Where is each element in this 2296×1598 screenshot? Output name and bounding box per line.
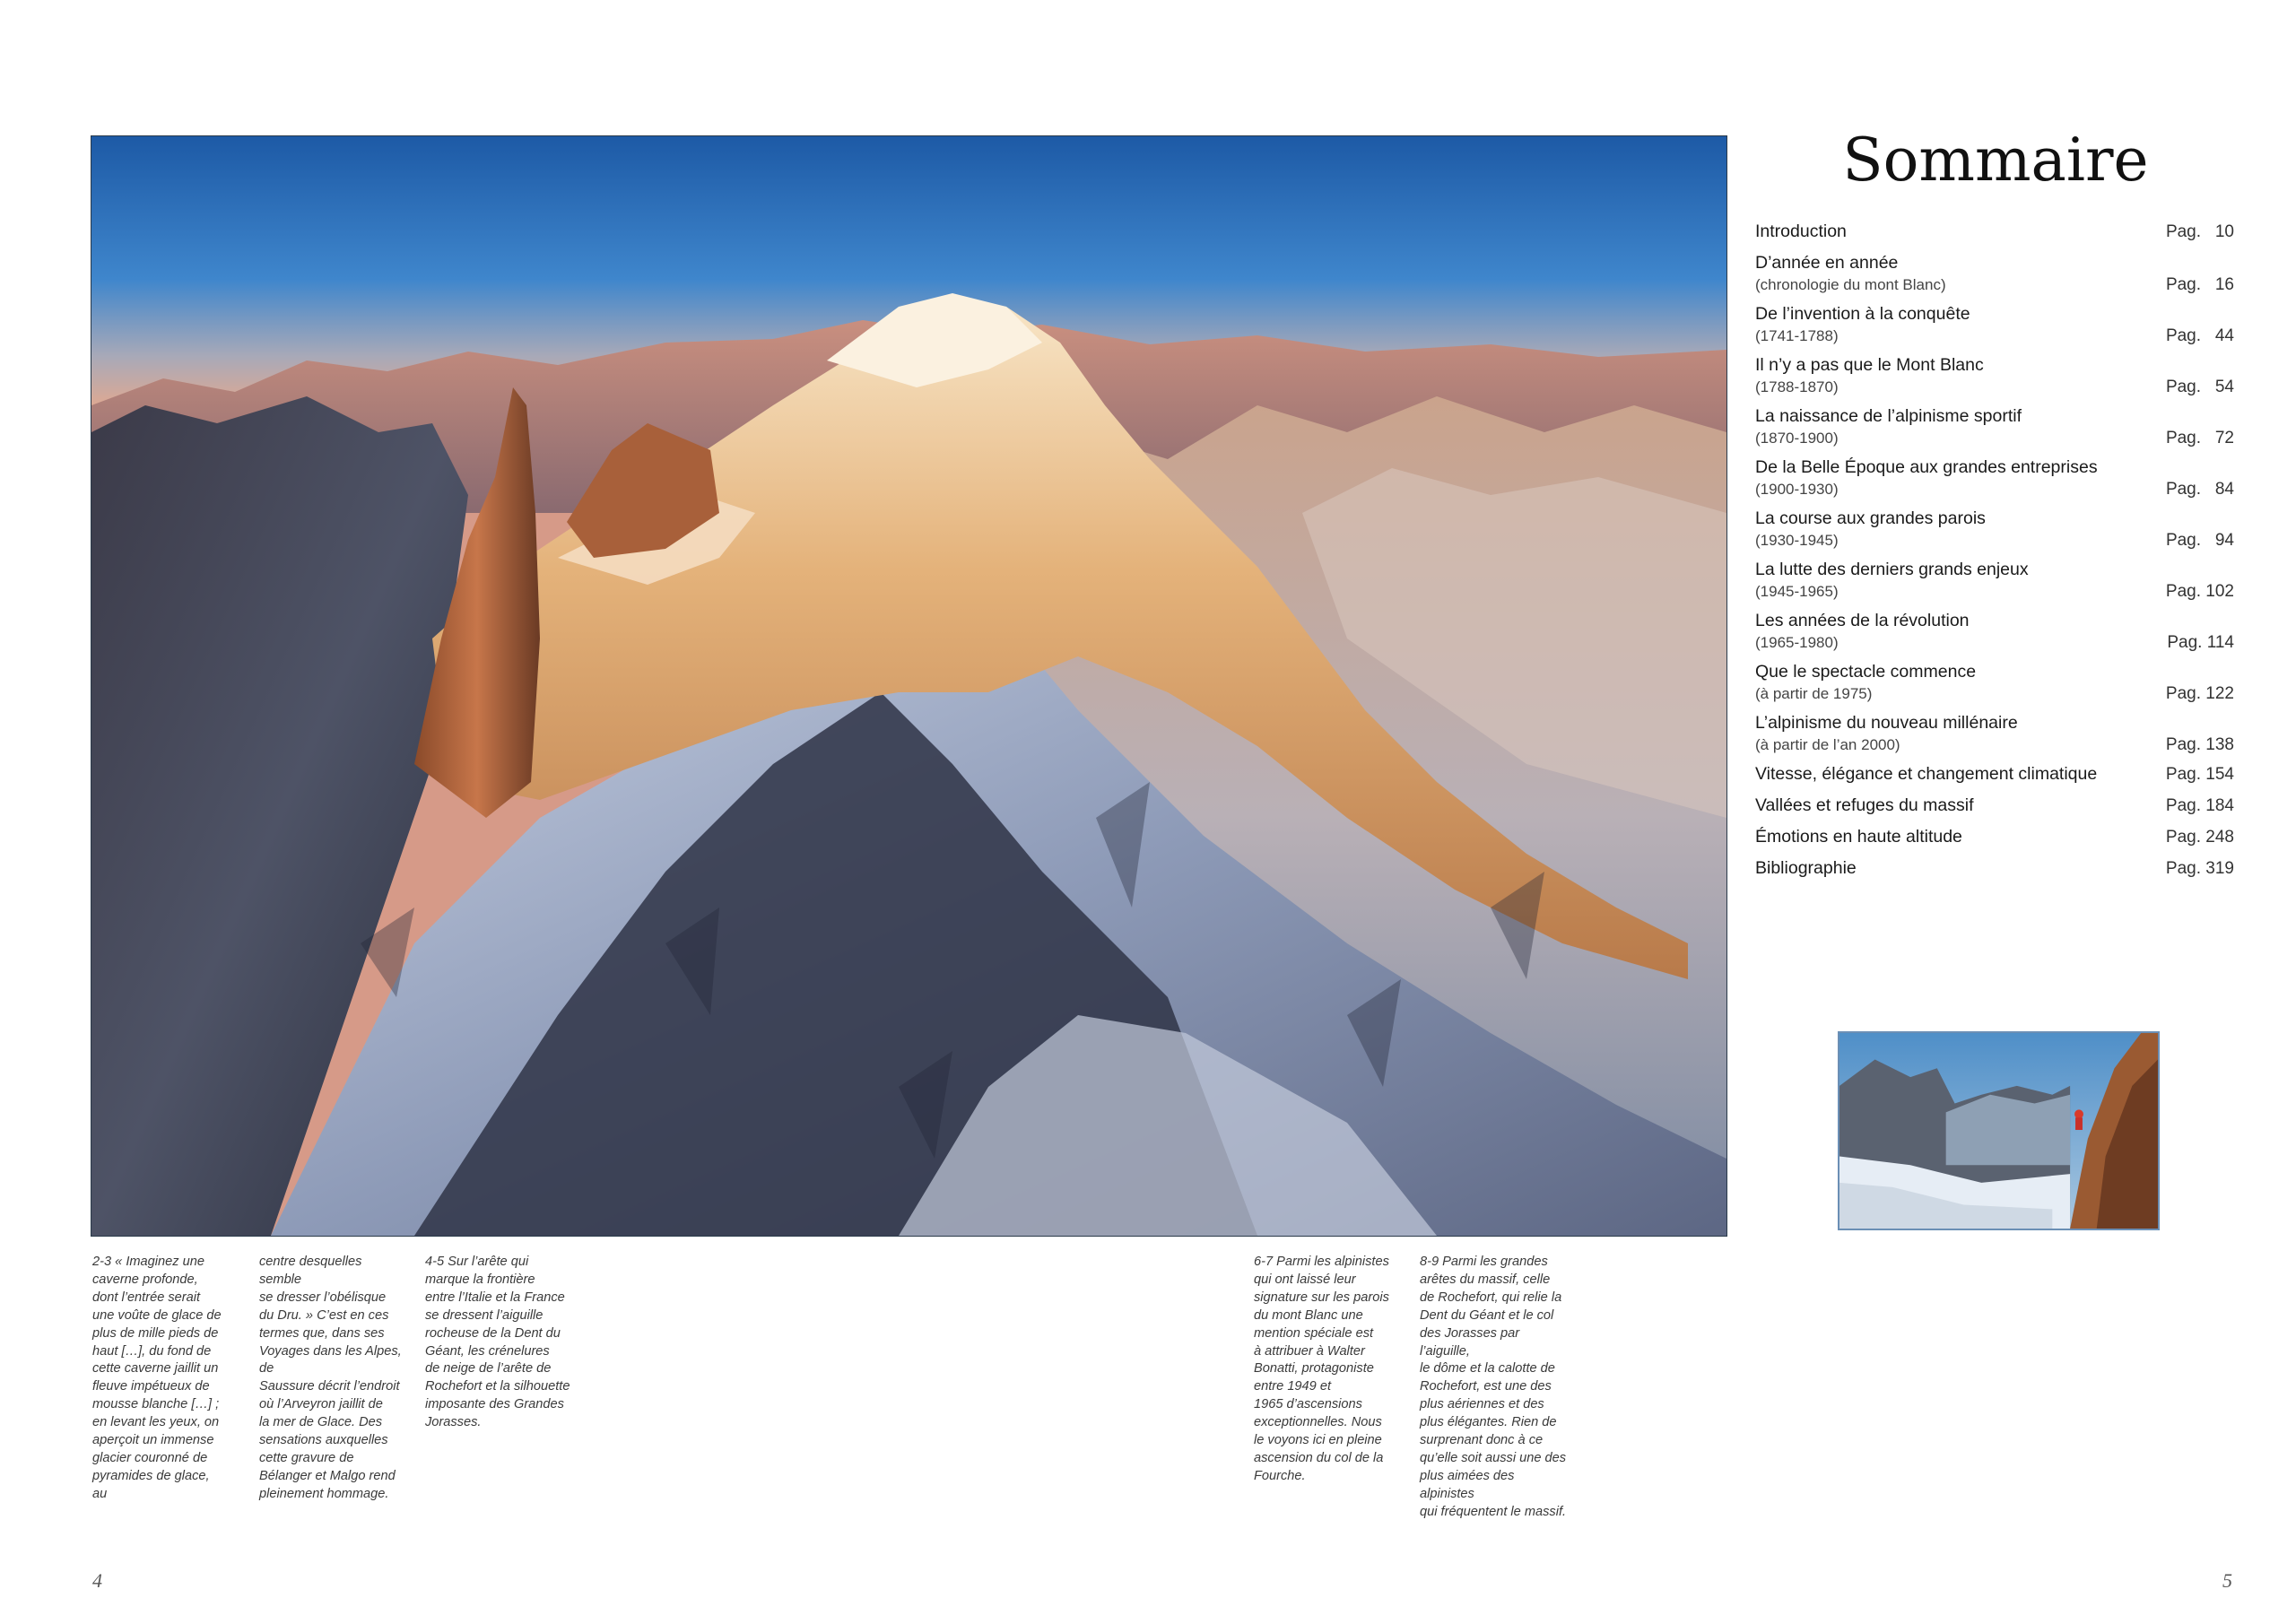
toc-entry-text <box>1755 712 2018 756</box>
caption-6-7 <box>1254 1254 1397 1486</box>
toc-entry-dates: (1965-1980) <box>1755 634 1839 651</box>
toc-entry-page: Pag. 184 <box>2165 796 2234 815</box>
toc-entry-page: Pag. 72 <box>2165 429 2234 447</box>
caption-line: imposante des Grandes <box>425 1397 564 1412</box>
caption-line: dont l’entrée serait <box>92 1290 201 1305</box>
caption-line: Dent du Géant et le col <box>1420 1307 1554 1323</box>
caption-line: Bonatti, protagoniste <box>1254 1361 1374 1377</box>
caption-line: de neige de l’arête de <box>425 1361 552 1377</box>
caption-line: exceptionnelles. Nous <box>1254 1415 1382 1430</box>
caption-line: ascension du col de la <box>1254 1450 1384 1465</box>
toc-entry-page: Pag. 10 <box>2165 222 2234 241</box>
caption-line: entre 1949 et <box>1254 1379 1332 1394</box>
caption-line: Jorasses. <box>425 1415 482 1430</box>
toc-entry-text <box>1755 405 2022 449</box>
caption-line: arêtes du massif, celle <box>1420 1272 1551 1287</box>
caption-line: plus aimées des alpinistes <box>1420 1468 1515 1501</box>
toc-entry-text <box>1755 303 1970 347</box>
toc-entry <box>1755 456 2234 500</box>
caption-line: en levant les yeux, on <box>92 1415 220 1430</box>
toc-entry-label: La lutte des derniers grands enjeux <box>1755 560 2029 579</box>
caption-number: 2-3 <box>92 1255 112 1269</box>
caption-line: sensations auxquelles <box>259 1433 388 1448</box>
toc-entry-page: Pag. 84 <box>2165 480 2234 499</box>
toc-entry-text <box>1755 559 2029 603</box>
caption-line: plus de mille pieds de <box>92 1325 219 1341</box>
caption-line: Bélanger et Malgo rend <box>259 1468 396 1483</box>
toc-entry <box>1755 559 2234 603</box>
caption-line: surprenant donc à ce <box>1420 1433 1544 1448</box>
caption-2-3-col-b <box>259 1254 403 1504</box>
toc-entry <box>1755 221 2234 243</box>
toc-entry-text <box>1755 795 1974 817</box>
climber-photo <box>1838 1031 2160 1230</box>
toc-title: Sommaire <box>1842 126 2149 195</box>
toc-entry-dates: (1945-1965) <box>1755 583 1839 600</box>
toc-entry-label: Bibliographie <box>1755 858 1857 878</box>
caption-line: haut […], du fond de <box>92 1343 212 1359</box>
caption-line: pyramides de glace, au <box>92 1468 210 1501</box>
toc-entry-label: Introduction <box>1755 221 1847 241</box>
caption-line: aperçoit un immense <box>92 1433 214 1448</box>
toc-entry-text <box>1755 661 1976 705</box>
toc-entry-dates: (1930-1945) <box>1755 532 1839 549</box>
toc-entry <box>1755 508 2234 551</box>
toc-entry-page: Pag. 44 <box>2165 326 2234 345</box>
toc-entry <box>1755 712 2234 756</box>
toc-entry-text <box>1755 252 1946 296</box>
toc-entry-dates: (à partir de l’an 2000) <box>1755 736 1900 753</box>
toc-entry-label: Vallées et refuges du massif <box>1755 795 1974 815</box>
caption-4-5 <box>425 1254 578 1432</box>
caption-line: entre l’Italie et la France <box>425 1290 565 1305</box>
caption-line: la mer de Glace. Des <box>259 1415 383 1430</box>
toc-entry <box>1755 303 2234 347</box>
caption-line: mention spéciale est <box>1254 1325 1374 1341</box>
toc-entry-text <box>1755 826 1962 848</box>
caption-line: à attribuer à Walter <box>1254 1343 1365 1359</box>
toc-entry <box>1755 661 2234 705</box>
caption-line: Rochefort, est une des <box>1420 1379 1552 1394</box>
caption-line: Saussure décrit l’endroit <box>259 1379 400 1394</box>
toc-entry <box>1755 405 2234 449</box>
caption-line: mousse blanche […] ; <box>92 1397 220 1412</box>
toc-entry-dates: (1870-1900) <box>1755 430 1839 447</box>
caption-line: centre desquelles semble <box>259 1255 362 1287</box>
toc-entry-dates: (chronologie du mont Blanc) <box>1755 276 1946 293</box>
toc-entry <box>1755 826 2234 848</box>
caption-line: se dressent l’aiguille <box>425 1307 544 1323</box>
caption-line: se dresser l’obélisque <box>259 1290 387 1305</box>
caption-line: Géant, les crénelures <box>425 1343 550 1359</box>
caption-line: rocheuse de la Dent du <box>425 1325 561 1341</box>
toc-entry-text <box>1755 456 2098 500</box>
caption-line: signature sur les parois <box>1254 1290 1389 1305</box>
caption-line: 1965 d’ascensions <box>1254 1397 1362 1412</box>
toc-entry-label: Vitesse, élégance et changement climatique <box>1755 764 2098 784</box>
toc-entry-text <box>1755 610 1970 654</box>
toc-entry-page: Pag. 94 <box>2165 531 2234 550</box>
caption-8-9 <box>1420 1254 1572 1522</box>
caption-number: 8-9 <box>1420 1255 1439 1269</box>
toc-entry-page: Pag. 16 <box>2165 275 2234 294</box>
caption-2-3-col-a <box>92 1254 227 1504</box>
toc-list <box>1755 221 2234 889</box>
toc-entry <box>1755 763 2234 786</box>
toc-entry-label: Que le spectacle commence <box>1755 662 1977 682</box>
toc-entry-text <box>1755 857 1857 880</box>
caption-line: de Rochefort, qui relie la <box>1420 1290 1562 1305</box>
toc-entry-page: Pag. 319 <box>2165 859 2234 878</box>
caption-line: du Dru. » C’est en ces <box>259 1307 389 1323</box>
toc-entry-dates: (1741-1788) <box>1755 327 1839 344</box>
caption-line: du mont Blanc une <box>1254 1307 1363 1323</box>
toc-entry-label: La course aux grandes parois <box>1755 508 1986 528</box>
caption-line: le dôme et la calotte de <box>1420 1361 1555 1377</box>
toc-entry-text <box>1755 763 2097 786</box>
caption-line: Sur l’arête qui <box>444 1255 529 1269</box>
caption-line: cette caverne jaillit un <box>92 1361 219 1377</box>
caption-number: 4-5 <box>425 1255 445 1269</box>
toc-entry-label: Il n’y a pas que le Mont Blanc <box>1755 355 1984 375</box>
mountain-illustration <box>91 136 1726 1236</box>
toc-entry-page: Pag. 122 <box>2165 684 2234 703</box>
toc-entry-page: Pag. 154 <box>2165 765 2234 784</box>
toc-entry-label: D’année en année <box>1755 253 1899 273</box>
caption-line: plus aériennes et des <box>1420 1397 1544 1412</box>
caption-line: marque la frontière <box>425 1272 535 1287</box>
caption-line: fleuve impétueux de <box>92 1379 210 1394</box>
caption-line: Rochefort et la silhouette <box>425 1379 570 1394</box>
caption-line: Parmi les grandes <box>1439 1255 1548 1269</box>
toc-entry-page: Pag. 102 <box>2165 582 2234 601</box>
caption-line: termes que, dans ses <box>259 1325 385 1341</box>
caption-line: Fourche. <box>1254 1468 1306 1483</box>
toc-entry-text <box>1755 221 1847 243</box>
caption-line: Voyages dans les Alpes, de <box>259 1343 402 1377</box>
toc-entry-label: La naissance de l’alpinisme sportif <box>1755 406 2022 426</box>
toc-entry-label: Émotions en haute altitude <box>1755 827 1962 847</box>
toc-entry-label: De l’invention à la conquête <box>1755 304 1970 324</box>
toc-entry-label: L’alpinisme du nouveau millénaire <box>1755 713 2018 733</box>
toc-entry-dates: (à partir de 1975) <box>1755 685 1873 702</box>
toc-entry-page: Pag. 54 <box>2165 378 2234 396</box>
caption-line: glacier couronné de <box>92 1450 208 1465</box>
toc-entry-label: De la Belle Époque aux grandes entreprises <box>1755 457 2098 477</box>
toc-entry-page: Pag. 138 <box>2165 735 2234 754</box>
toc-entry-text <box>1755 508 1986 551</box>
caption-line: caverne profonde, <box>92 1272 198 1287</box>
main-mountain-photo <box>91 135 1727 1237</box>
page-number-right: 5 <box>2222 1569 2232 1592</box>
toc-entry-dates: (1900-1930) <box>1755 481 1839 498</box>
caption-line: qui ont laissé leur <box>1254 1272 1356 1287</box>
toc-entry-dates: (1788-1870) <box>1755 378 1839 395</box>
toc-entry <box>1755 252 2234 296</box>
toc-entry <box>1755 857 2234 880</box>
caption-line: qui fréquentent le massif. <box>1420 1504 1567 1519</box>
caption-line: Parmi les alpinistes <box>1273 1255 1389 1269</box>
caption-line: qu’elle soit aussi une des <box>1420 1450 1567 1465</box>
toc-entry <box>1755 354 2234 398</box>
climber-illustration <box>1839 1033 2158 1229</box>
toc-entry-text <box>1755 354 1984 398</box>
caption-line: « Imaginez une <box>111 1255 204 1269</box>
page-number-left: 4 <box>92 1569 102 1592</box>
toc-entry <box>1755 795 2234 817</box>
caption-line: cette gravure de <box>259 1450 354 1465</box>
caption-line: le voyons ici en pleine <box>1254 1433 1382 1448</box>
caption-number: 6-7 <box>1254 1255 1274 1269</box>
toc-entry <box>1755 610 2234 654</box>
toc-entry-label: Les années de la révolution <box>1755 611 1970 630</box>
toc-entry-page: Pag. 114 <box>2167 633 2234 652</box>
caption-line: plus élégantes. Rien de <box>1420 1415 1557 1430</box>
caption-line: des Jorasses par l’aiguille, <box>1420 1325 1520 1359</box>
toc-entry-page: Pag. 248 <box>2165 828 2234 847</box>
caption-line: où l’Arveyron jaillit de <box>259 1397 383 1412</box>
caption-line: pleinement hommage. <box>259 1486 389 1501</box>
caption-line: une voûte de glace de <box>92 1307 222 1323</box>
